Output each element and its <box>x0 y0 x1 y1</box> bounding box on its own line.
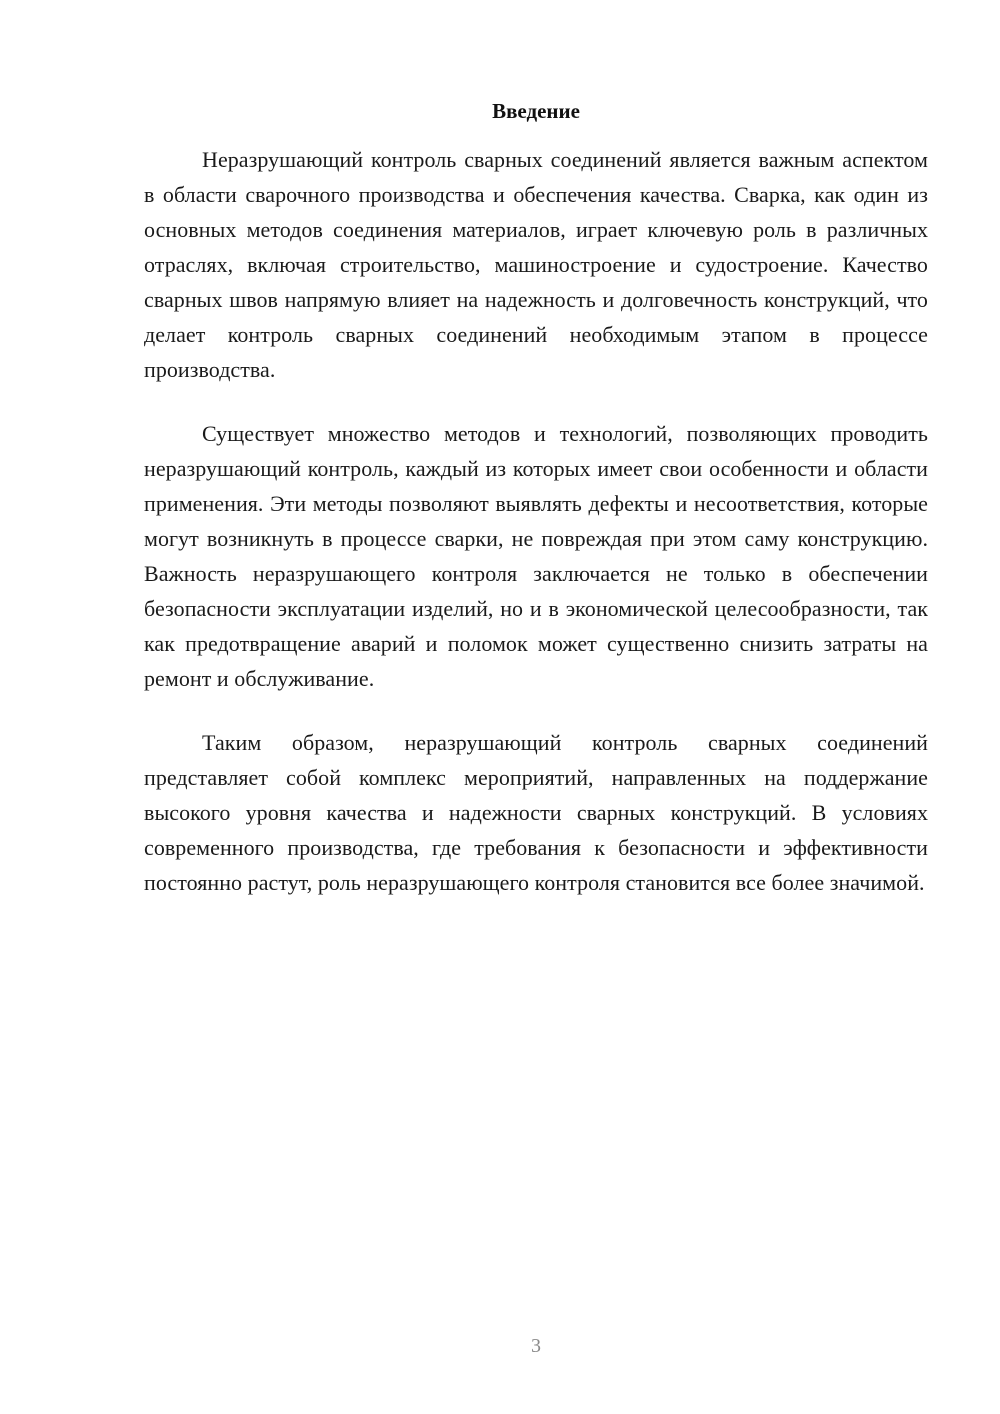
paragraph-1: Неразрушающий контроль сварных соединений является важным аспектом в области сварочного производства и обеспечения качества. Сварка, как один из основных методов соединения материалов, играет ключевую роль в различных отраслях, включая строительство, машиностроение и судостроение. Качество сварных швов напрямую влияет на надежность и долговечность конструкций, что делает контроль сварных соединений необходимым этапом в процессе производства. <box>144 147 928 382</box>
section-title: Введение <box>492 99 580 123</box>
paragraph-2: Существует множество методов и технологий, позволяющих проводить неразрушающий контроль, каждый из которых имеет свои особенности и области применения. Эти методы позволяют выявлять дефекты и несоответствия, которые могут возникнуть в процессе сварки, не повреждая при этом саму конструкцию. Важность неразрушающего контроля заключается не только в обеспечении безопасности эксплуатации изделий, но и в экономической целесообразности, так как предотвращение аварий и поломок может существенно снизить затраты на ремонт и обслуживание. <box>144 421 928 691</box>
paragraph-3: Таким образом, неразрушающий контроль сварных соединений представляет собой комплекс мероприятий, направленных на поддержание высокого уровня качества и надежности сварных конструкций. В условиях современного производства, где требования к безопасности и эффективности постоянно растут, роль неразрушающего контроля становится все более значимой. <box>144 730 928 895</box>
page-content <box>144 96 928 929</box>
page-number: 3 <box>531 1335 541 1357</box>
